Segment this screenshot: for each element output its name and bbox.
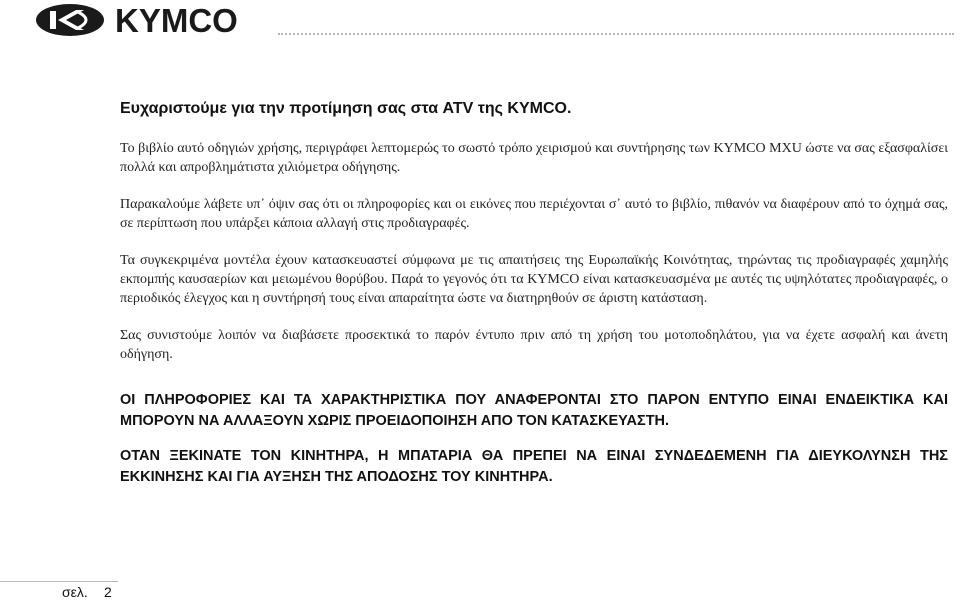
page-header xyxy=(0,0,960,42)
footer-rule xyxy=(0,581,118,582)
page-footer xyxy=(0,578,140,600)
page-label: σελ. xyxy=(62,584,88,600)
notice-battery: ΟΤΑΝ ΞΕΚΙΝΑΤΕ ΤΟΝ ΚΙΝΗΤΗΡΑ, Η ΜΠΑΤΑΡΙΑ ΘΑ ΠΡΕΠΕΙ ΝΑ ΕΙΝΑΙ ΣΥΝΔΕΔΕΜΕΝΗ ΓΙΑ ΔΙΕΥΚΟΛΥΝΣΗ ΤΗΣ ΕΚΚΙΝΗΣΗΣ ΚΑΙ ΓΙΑ ΑΥΞΗΣΗ ΤΗΣ ΑΠΟΔΟΣΗΣ ΤΟΥ ΚΙΝΗΤΗΡΑ. xyxy=(120,448,948,485)
page-number: 2 xyxy=(104,584,112,600)
paragraph-standards: Τα συγκεκριμένα μοντέλα έχουν κατασκευαστεί σύμφωνα με τις απαιτήσεις της Ευρωπαϊκής Κοινότητας, τηρώντας τις προδιαγραφές χαμηλής εκπομπής καυσαερίων και μειωμένου θορύβου. Παρά το γεγονός ότι τα KYMCO είναι κατασκευασμένα με αυτές τις υψηλότατες προδιαγραφές, ο περιοδικός έλεγχος και η συντήρησή τους είναι απαραίτητα ώστε να διατηρηθούν σε άριστη κατάσταση. xyxy=(120,253,948,306)
header-dotted-rule xyxy=(278,33,954,35)
page-title: Ευχαριστούμε για την προτίμηση σας στα ATV της KYMCO. xyxy=(120,100,572,117)
page-content xyxy=(120,100,948,502)
paragraph-recommendation: Σας συνιστούμε λοιπόν να διαβάσετε προσεκτικά το παρόν έντυπο πριν από τη χρήση του μοτοποδηλάτου, για να έχετε ασφαλή και άνετη οδήγηση. xyxy=(120,328,948,362)
paragraph-intro: Το βιβλίο αυτό οδηγιών χρήσης, περιγράφει λεπτομερώς το σωστό τρόπο χειρισμού και συντήρησης των KYMCO MXU ώστε να σας εξασφαλίσει πολλά και απροβλημάτιστα χιλιόμετρα οδήγησης. xyxy=(120,141,948,175)
kymco-logo xyxy=(34,2,274,38)
notice-specifications: ΟΙ ΠΛΗΡΟΦΟΡΙΕΣ ΚΑΙ ΤΑ ΧΑΡΑΚΤΗΡΙΣΤΙΚΑ ΠΟΥ ΑΝΑΦΕΡΟΝΤΑΙ ΣΤΟ ΠΑΡΟΝ ΕΝΤΥΠΟ ΕΙΝΑΙ ΕΝΔΕΙΚΤΙΚΑ ΚΑΙ ΜΠΟΡΟΥΝ ΝΑ ΑΛΛΑΞΟΥΝ ΧΩΡΙΣ ΠΡΟΕΙΔΟΠΟΙΗΣΗ ΑΠΟ ΤΟΝ ΚΑΤΑΣΚΕΥΑΣΤΗ. xyxy=(120,392,948,429)
logo-text: KYMCO xyxy=(115,2,238,38)
paragraph-disclaimer: Παρακαλούμε λάβετε υπ᾽ όψιν σας ότι οι πληροφορίες και οι εικόνες που περιέχονται σ᾽ αυτό το βιβλίο, πιθανόν να διαφέρουν από το όχημά σας, σε περίπτωση που υπάρξει κάποια αλλαγή στις προδιαγραφές. xyxy=(120,197,948,231)
